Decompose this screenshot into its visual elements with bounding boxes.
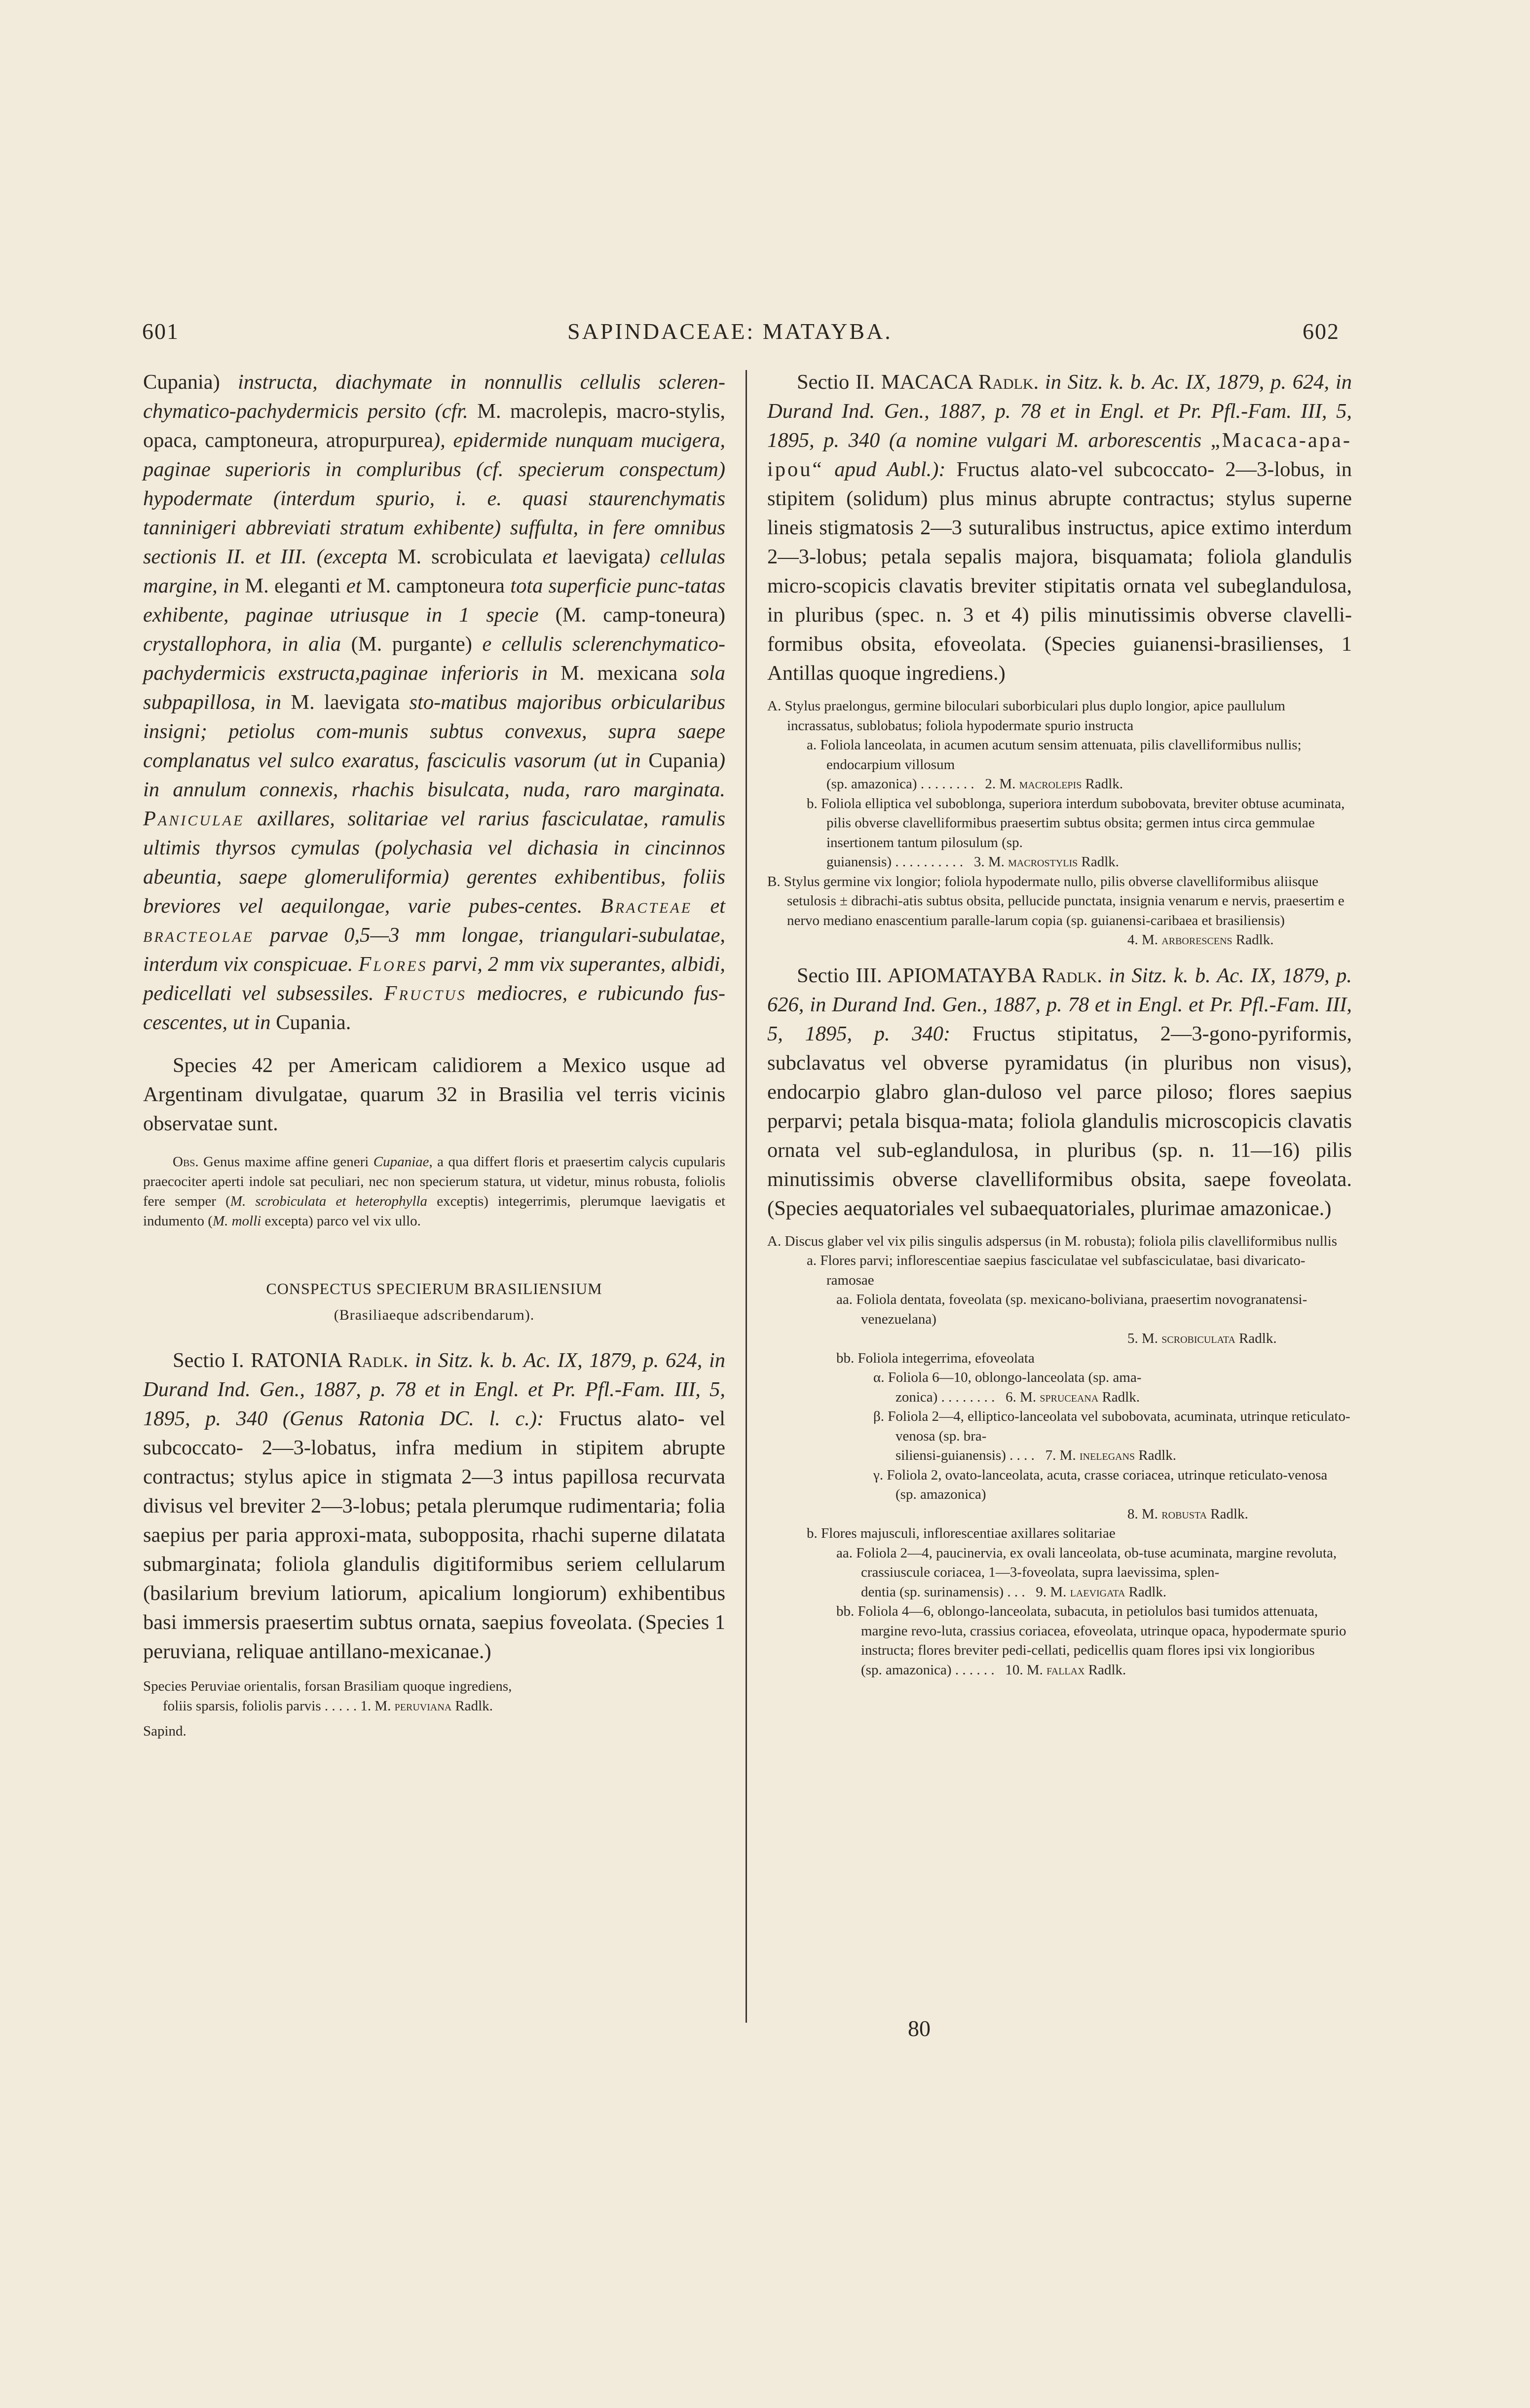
observation-note: Obs. Genus maxime affine generi Cupaniae, a qua differt floris et praesertim calycis cupularis praecociter aperti indole sat peculiari, nec non specierum statura, ut videtur, minus robusta, foliolis fere semper (M. scrobiculata et heterophylla exceptis) integerrimis, plerumque laevigatis et indumento (M. molli excepta) parco vel vix ullo. <box>143 1154 725 1229</box>
sectio-macaca: Sectio II. MACACA Radlk. in Sitz. k. b. Ac. IX, 1879, p. 624, in Durand Ind. Gen., 1887, p. 78 et in Engl. et Pr. Pfl.-Fam. III, 5, 1895, p. 340 (a nomine vulgari M. arborescentis „Macaca-apa-ipou“ apud Aubl.): Fructus alato-vel subcoccato- 2—3-lobus, in stipitem (solidum) plus minus abrupte contractus; stylus superne lineis stigmatosis 2—3 suturalibus instructus, apice extimo interdum 2—3-lobus; petala sepalis majora, bisquamata; foliola glandulis micro-scopicis clavatis breviter stipitatis ornata vel subeglandulosa, in pluribus (spec. n. 3 et 4) pilis minutissimis obverse clavelli-formibus obsita, efoveolata. (Species guianensi-brasilienses, 1 Antillas quoque ingrediens.) <box>767 370 1352 685</box>
key-line: foliis sparsis, foliolis parvis . . . . . 1. M. peruviana Radlk. <box>163 1698 493 1714</box>
key-line: A. Discus glaber vel vix pilis singulis adspersus (in M. robusta); foliola pilis clavelliformibus nullis <box>767 1233 1338 1249</box>
key-line: B. Stylus germine vix longior; foliola hypodermate nullo, pilis obverse clavelliformibus aliisque setulosis ± dibrachi-atis subtus obsita, pellucide punctata, insignia venarum e nervis, praesertim e nervo mediano enascentium paralle-larum copia (sp. guianensi-caribaea et brasiliensis) <box>767 873 1344 928</box>
running-header <box>0 318 1530 353</box>
key-line: 5. M. scrobiculata Radlk. <box>1127 1331 1277 1346</box>
key-line: A. Stylus praelongus, germine biloculari suborbiculari plus duplo longior, apice paullulum incrassatus, sublobatus; foliola hypodermate spurio instructa <box>767 698 1285 734</box>
key-line: siliensi-guianensis) . . . . 7. M. inelegans Radlk. <box>896 1447 1176 1463</box>
key-line: (sp. amazonica) . . . . . . . . 2. M. macrolepis Radlk. <box>826 776 1123 792</box>
folio-number: 80 <box>908 2016 931 2041</box>
sectio-ratonia: Sectio I. RATONIA Radlk. in Sitz. k. b. Ac. IX, 1879, p. 624, in Durand Ind. Gen., 1887, p. 78 et in Engl. et Pr. Pfl.-Fam. III, 5, 1895, p. 340 (Genus Ratonia DC. l. c.): Fructus alato- vel subcoccato- 2—3-lobatus, infra medium in stipitem abrupte contractus; stylus apice in stigmata 2—3 intus papillosa recurvata divisus vel breviter 2—3-lobus; petala plerumque rudimentaria; folia saepius per paria approxi-mata, subopposita, rhachi superne dilatata submarginata; foliola glandulis digitiformibus seriem cellularum (basilarium brevium latiorum, apicalium longiorum) exhibentibus basi immersis praesertim subtus ornata, saepius foveolata. (Species 1 peruviana, reliquae antillano-mexicanae.) <box>143 1349 726 1663</box>
species-count-paragraph: Species 42 per Americam calidiorem a Mexico usque ad Argentinam divulgatae, quarum 32 in Brasilia vel terris vicinis observatae sunt. <box>143 1054 725 1135</box>
key-ratonia <box>143 1677 725 1741</box>
key-line: bb. Foliola 4—6, oblongo-lanceolata, subacuta, in petiolulos basi tumidos attenuata, margine revo-luta, crassius coriacea, efoveolata, utrinque opaca, hypodermate spurio instructa; flores breviter pedi-cellati, pedicellis quam flores ipsi vix longioribus <box>836 1603 1346 1658</box>
key-line: b. Flores majusculi, inflorescentiae axillares solitariae <box>807 1525 1116 1541</box>
conspectus-subtitle: (Brasiliaeque adscribendarum). <box>334 1307 535 1323</box>
key-apiomatayba <box>767 1232 1352 1680</box>
signature-mark: Sapind. <box>143 1723 187 1739</box>
key-line: zonica) . . . . . . . . 6. M. spruceana Radlk. <box>896 1389 1140 1405</box>
key-line: a. Foliola lanceolata, in acumen acutum sensim attenuata, pilis clavelliformibus nullis; endocarpium villosum <box>807 737 1302 773</box>
key-line: 4. M. arborescens Radlk. <box>1127 932 1274 948</box>
right-column <box>767 368 1352 1680</box>
key-line: γ. Foliola 2, ovato-lanceolata, acuta, crasse coriacea, utrinque reticulato-venosa (sp. amazonica) <box>873 1467 1328 1502</box>
key-line: (sp. amazonica) . . . . . . 10. M. fallax Radlk. <box>861 1662 1126 1678</box>
key-line: β. Foliola 2—4, elliptico-lanceolata vel subobovata, acuminata, utrinque reticulato-venosa (sp. bra- <box>873 1408 1350 1444</box>
key-line: α. Foliola 6—10, oblongo-lanceolata (sp. ama- <box>873 1370 1142 1385</box>
key-line: aa. Foliola dentata, foveolata (sp. mexicano-boliviana, praesertim novogranatensi-venezuelana) <box>836 1292 1307 1327</box>
page-number-right: 602 <box>1303 319 1340 344</box>
key-line: dentia (sp. surinamensis) . . . 9. M. laevigata Radlk. <box>861 1584 1167 1600</box>
key-line: aa. Foliola 2—4, paucinervia, ex ovali lanceolata, ob-tuse acuminata, margine revoluta, crassiuscule coriacea, 1—3-foveolata, supra laevissima, splen- <box>836 1545 1337 1580</box>
column-divider <box>746 370 747 2023</box>
key-macaca <box>767 697 1352 950</box>
key-line: Species Peruviae orientalis, forsan Brasiliam quoque ingrediens, <box>143 1678 512 1694</box>
key-line: 8. M. robusta Radlk. <box>1127 1506 1248 1522</box>
sectio-apiomatayba: Sectio III. APIOMATAYBA Radlk. in Sitz. k. b. Ac. IX, 1879, p. 626, in Durand Ind. Gen., 1887, p. 78 et in Engl. et Pr. Pfl.-Fam. III, 5, 1895, p. 340: Fructus stipitatus, 2—3-gono-pyriformis, subclavatus vel obverse pyramidatus (in pluribus non visus), endocarpio glabro glan-duloso vel parce piloso; flores saepius perparvi; petala bisqua-mata; foliola glandulis microscopicis clavatis ornata vel sub-eglandulosa, in pluribus (sp. n. 11—16) pilis minutissimis obverse clavelliformibus obsita, saepe foveolata. (Species aequatoriales vel subaequatoriales, plurimae amazonicae.) <box>767 963 1352 1220</box>
genus-description: Cupania) instructa, diachymate in nonnullis cellulis scleren-chymatico-pachydermicis persito (cfr. M. macrolepis, macro-stylis, opaca, camptoneura, atropurpurea), epidermide nunquam mucigera, paginae superioris in compluribus (cf. specierum conspectum) hypodermate (interdum spurio, i. e. quasi staurenchymatis tanninigeri abbreviati stratum exhibente) suffulta, in fere omnibus sectionis II. et III. (excepta M. scrobiculata et laevigata) cellulas margine, in M. eleganti et M. camptoneura tota superficie punc-tatas exhibente, paginae utriusque in 1 specie (M. camp-toneura) crystallophora, in alia (M. purgante) e cellulis sclerenchymatico-pachydermicis exstructa,paginae inferioris in M. mexicana sola subpapillosa, in M. laevigata sto-matibus majoribus orbicularibus insigni; petiolus com-munis subtus convexus, supra saepe complanatus vel sulco exaratus, fasciculis vasorum (ut in Cupania) in annulum connexis, rhachis bisulcata, nuda, raro marginata. Paniculae axillares, solitariae vel rarius fasciculatae, ramulis ultimis thyrsos cymulas (polychasia vel dichasia in cincinnos abeuntia, saepe glomeruliformia) gerentes exhibentibus, foliis breviores vel aequilongae, varie pubes-centes. Bracteae et bracteolae parvae 0,5—3 mm longae, triangulari-subulatae, interdum vix conspicuae. Flores parvi, 2 mm vix superantes, albidi, pedicellati vel subsessiles. Fructus mediocres, e rubicundo fus-cescentes, ut in Cupania. <box>143 370 726 1034</box>
left-column <box>143 368 725 1741</box>
conspectus-title: CONSPECTUS SPECIERUM BRASILIENSIUM <box>266 1280 602 1297</box>
key-line: a. Flores parvi; inflorescentiae saepius fasciculatae vel subfasciculatae, basi divaricato-ramosae <box>807 1253 1306 1288</box>
key-line: guianensis) . . . . . . . . . . 3. M. macrostylis Radlk. <box>826 854 1120 870</box>
key-line: b. Foliola elliptica vel suboblonga, superiora interdum subobovata, breviter obtuse acuminata, pilis obverse clavelliformibus praesertim subtus obsita; germen intus circa gemmulae insertionem tantum pilosulum (sp. <box>807 795 1345 851</box>
running-title: SAPINDACEAE: MATAYBA. <box>567 319 893 344</box>
key-line: bb. Foliola integerrima, efoveolata <box>836 1350 1035 1366</box>
page-number-left: 601 <box>142 319 179 344</box>
